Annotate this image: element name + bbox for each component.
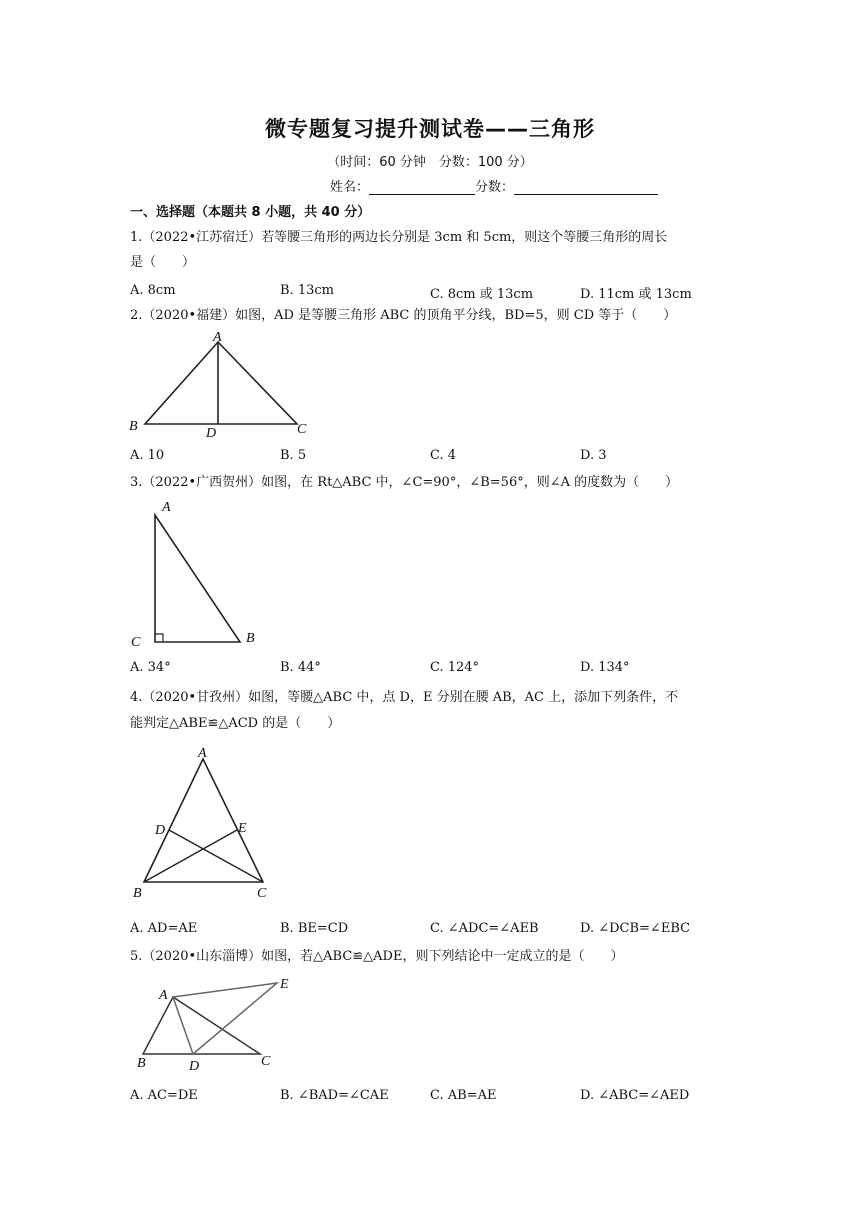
q3-label-c: C	[131, 635, 141, 650]
q3-label-a: A	[162, 500, 171, 515]
q5-label-d: D	[189, 1059, 200, 1074]
q1-option-a[interactable]: A. 8cm	[130, 283, 176, 298]
question-4-line1: 4.（2020•甘孜州）如图，等腰△ABC 中，点 D，E 分别在腰 AB，AC 上，添加下列条件，不	[130, 690, 679, 705]
q4-segment-cd	[169, 830, 263, 882]
right-angle-marker	[155, 634, 163, 642]
q2-option-b[interactable]: B. 5	[280, 448, 307, 463]
figure-q5-congruent-triangles	[125, 970, 305, 1080]
q3-option-b[interactable]: B. 44°	[280, 660, 321, 675]
figure-q3-right-triangle	[125, 495, 285, 655]
q2-option-a[interactable]: A. 10	[130, 448, 165, 463]
question-5-line1: 5.（2020•山东淄博）如图，若△ABC≌△ADE，则下列结论中一定成立的是（ ）	[130, 949, 624, 964]
q4-option-d[interactable]: D. ∠DCB=∠EBC	[580, 921, 691, 936]
q4-label-a: A	[198, 746, 207, 761]
q5-triangle-abc	[143, 997, 260, 1054]
q4-option-c[interactable]: C. ∠ADC=∠AEB	[430, 921, 539, 936]
q5-label-a: A	[159, 988, 168, 1003]
name-label: 姓名：	[330, 180, 370, 195]
q5-option-b[interactable]: B. ∠BAD=∠CAE	[280, 1088, 389, 1103]
name-score-row	[330, 176, 658, 195]
q1-option-d[interactable]: D. 11cm 或 13cm	[580, 287, 692, 302]
exam-time-score: （时间：60 分钟 分数：100 分）	[327, 155, 533, 170]
q2-option-c[interactable]: C. 4	[430, 448, 457, 463]
q2-label-a: A	[213, 330, 222, 345]
q2-label-d: D	[206, 426, 217, 441]
q3-option-c[interactable]: C. 124°	[430, 660, 480, 675]
figure-q4-isosceles-triangle	[125, 740, 285, 905]
question-3-line1: 3.（2022•广西贺州）如图，在 Rt△ABC 中，∠C=90°，∠B=56°，则∠A 的度数为（ ）	[130, 475, 679, 490]
q3-option-a[interactable]: A. 34°	[130, 660, 171, 675]
q4-label-b: B	[133, 886, 142, 901]
q5-triangle-ade	[173, 983, 277, 1054]
section-heading: 一、选择题（本题共 8 小题，共 40 分）	[130, 205, 371, 220]
question-1-line1: 1.（2022•江苏宿迁）若等腰三角形的两边长分别是 3cm 和 5cm，则这个等腰三角形的周长	[130, 230, 668, 245]
name-blank[interactable]	[369, 180, 475, 195]
q2-option-d[interactable]: D. 3	[580, 448, 607, 463]
q3-triangle-abc	[155, 515, 240, 642]
q4-option-a[interactable]: A. AD=AE	[130, 921, 198, 936]
q2-triangle-abc	[145, 342, 297, 424]
q3-option-d[interactable]: D. 134°	[580, 660, 630, 675]
q4-label-e: E	[238, 821, 247, 836]
q3-label-b: B	[246, 631, 255, 646]
q5-label-b: B	[137, 1056, 146, 1071]
q5-label-c: C	[261, 1054, 271, 1069]
q1-option-c[interactable]: C. 8cm 或 13cm	[430, 287, 534, 302]
q5-option-a[interactable]: A. AC=DE	[130, 1088, 198, 1103]
page-title: 微专题复习提升测试卷——三角形	[265, 117, 595, 141]
q5-option-d[interactable]: D. ∠ABC=∠AED	[580, 1088, 690, 1103]
q2-label-b: B	[129, 419, 138, 434]
q4-option-b[interactable]: B. BE=CD	[280, 921, 349, 936]
score-label: 分数：	[475, 180, 515, 195]
q5-label-e: E	[280, 977, 289, 992]
q1-option-b[interactable]: B. 13cm	[280, 283, 334, 298]
score-blank[interactable]	[514, 180, 658, 195]
question-1-line2: 是（ ）	[130, 255, 196, 270]
q4-label-c: C	[257, 886, 267, 901]
figure-q2-isosceles-triangle	[125, 330, 325, 445]
q2-label-c: C	[297, 422, 307, 437]
question-4-line2: 能判定△ABE≌△ACD 的是（ ）	[130, 716, 341, 731]
question-2-line1: 2.（2020•福建）如图，AD 是等腰三角形 ABC 的顶角平分线，BD=5，则 CD 等于（ ）	[130, 308, 677, 323]
q5-option-c[interactable]: C. AB=AE	[430, 1088, 497, 1103]
q4-label-d: D	[155, 823, 166, 838]
